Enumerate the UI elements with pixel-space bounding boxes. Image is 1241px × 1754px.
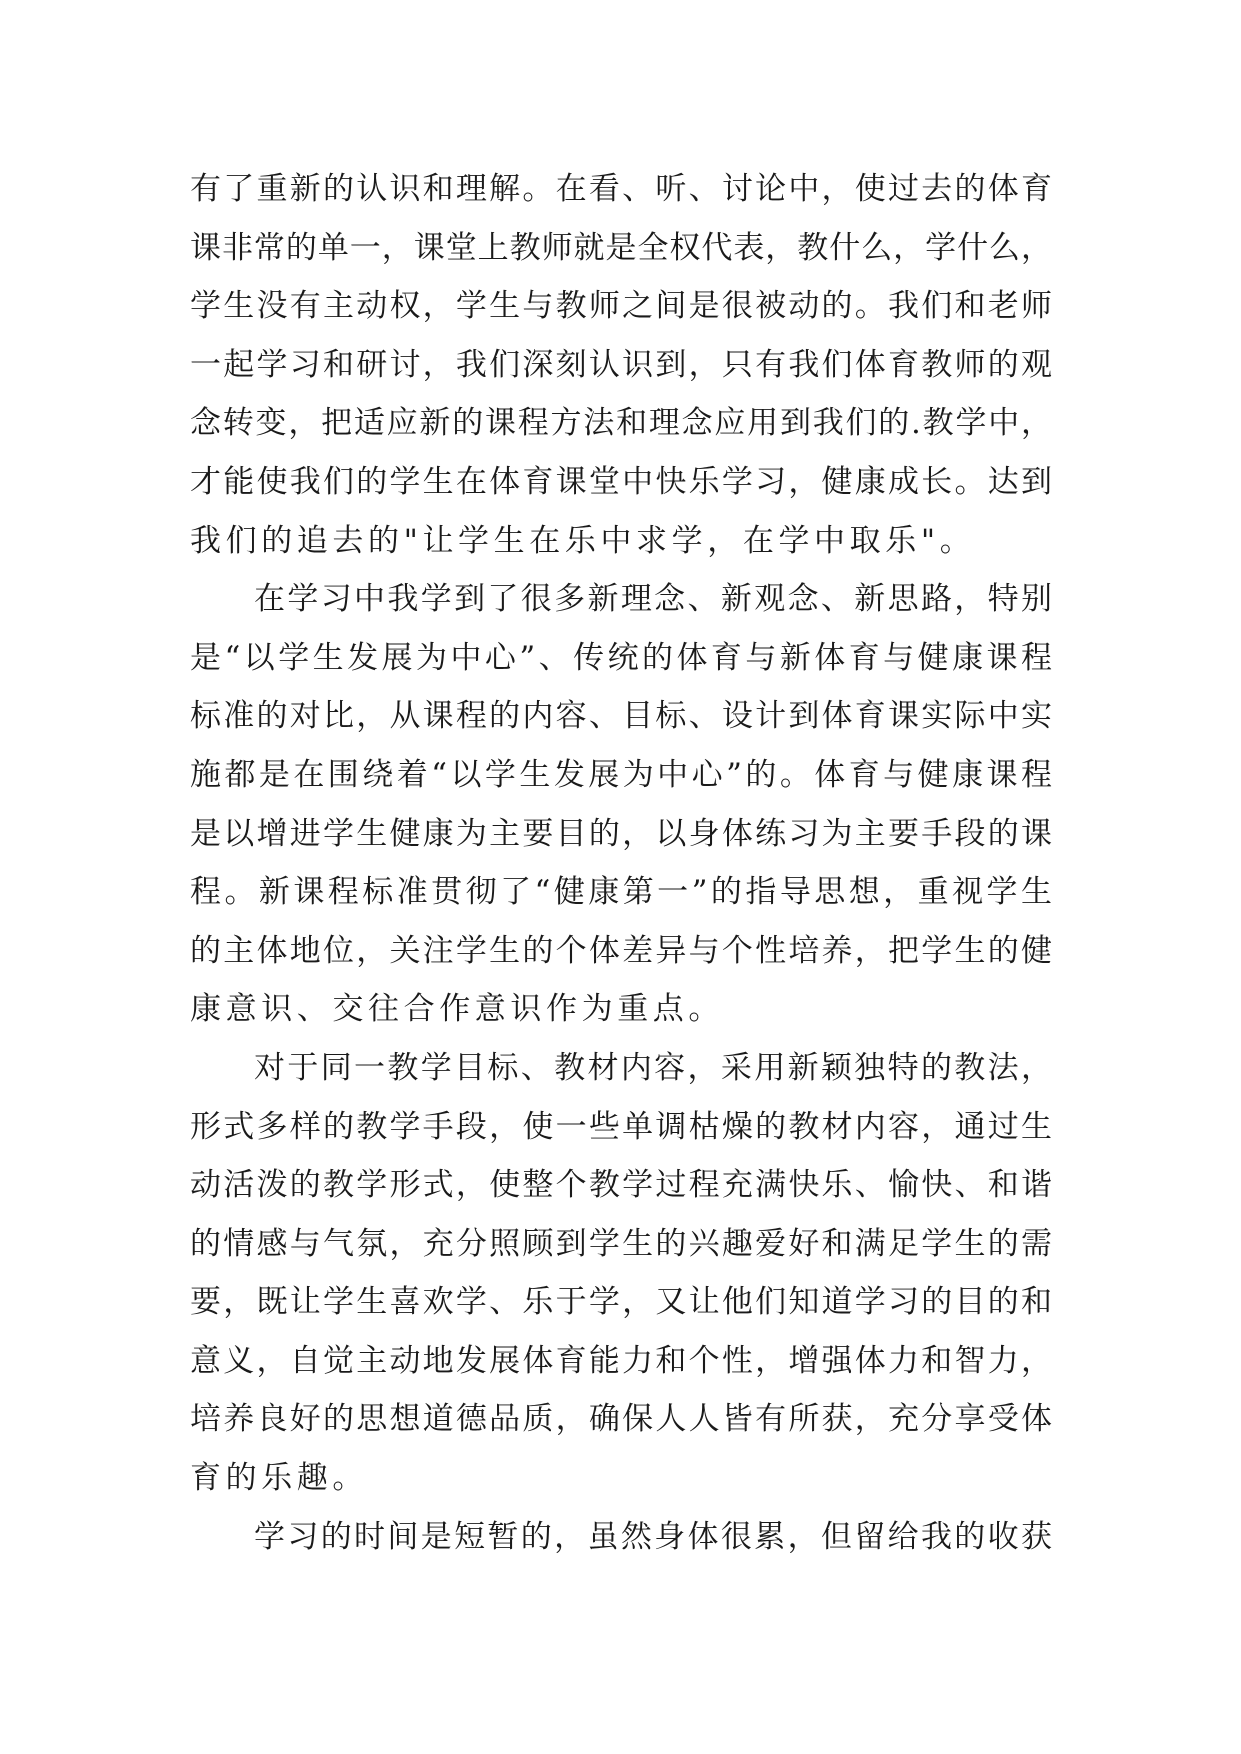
text-line: 的情感与气氛，充分照顾到学生的兴趣爱好和满足学生的需: [190, 1225, 1052, 1262]
text-line: 培养良好的思想道德品质，确保人人皆有所获，充分享受体: [190, 1401, 1052, 1438]
text-line: 我们的追去的"让学生在乐中求学，在学中取乐"。: [190, 522, 976, 559]
text-line: 一起学习和研讨，我们深刻认识到，只有我们体育教师的观: [190, 346, 1052, 383]
text-line: 形式多样的教学手段，使一些单调枯燥的教材内容，通过生: [190, 1108, 1052, 1145]
text-line: 才能使我们的学生在体育课堂中快乐学习，健康成长。达到: [190, 463, 1052, 500]
text-line: 动活泼的教学形式，使整个教学过程充满快乐、愉快、和谐: [190, 1167, 1052, 1204]
paragraph: [190, 1508, 1052, 1567]
text-line: 课非常的单一，课堂上教师就是全权代表，教什么，学什么，: [190, 229, 1052, 266]
text-line: 有了重新的认识和理解。在看、听、讨论中，使过去的体育: [190, 171, 1052, 207]
text-line: 是以增进学生健康为主要目的，以身体练习为主要手段的课: [190, 815, 1052, 852]
paragraph: [190, 1039, 1052, 1508]
text-line: 施都是在围绕着“以学生发展为中心”的。体育与健康课程: [190, 756, 1052, 793]
text-line: 是“以学生发展为中心”、传统的体育与新体育与健康课程: [190, 639, 1052, 676]
text-line: 程。新课程标准贯彻了“健康第一”的指导思想，重视学生: [190, 874, 1052, 911]
text-line: 念转变，把适应新的课程方法和理念应用到我们的.教学中，: [190, 405, 1052, 442]
paragraph: [190, 570, 1052, 1039]
text-line: 学习的时间是短暂的，虽然身体很累，但留给我的收获: [254, 1518, 1052, 1555]
paragraph: [190, 160, 1052, 570]
text-line: 的主体地位，关注学生的个体差异与个性培养，把学生的健: [190, 932, 1052, 969]
text-line: 标准的对比，从课程的内容、目标、设计到体育课实际中实: [190, 698, 1052, 735]
document-body: [190, 160, 1052, 1566]
text-line: 在学习中我学到了很多新理念、新观念、新思路，特别: [254, 581, 1052, 618]
text-line: 对于同一教学目标、教材内容，采用新颖独特的教法，: [254, 1049, 1052, 1086]
text-line: 育的乐趣。: [190, 1460, 368, 1497]
text-line: 意义，自觉主动地发展体育能力和个性，增强体力和智力，: [190, 1342, 1052, 1379]
text-line: 康意识、交往合作意识作为重点。: [190, 991, 724, 1028]
text-line: 要，既让学生喜欢学、乐于学，又让他们知道学习的目的和: [190, 1284, 1052, 1321]
text-line: 学生没有主动权，学生与教师之间是很被动的。我们和老师: [190, 288, 1052, 325]
